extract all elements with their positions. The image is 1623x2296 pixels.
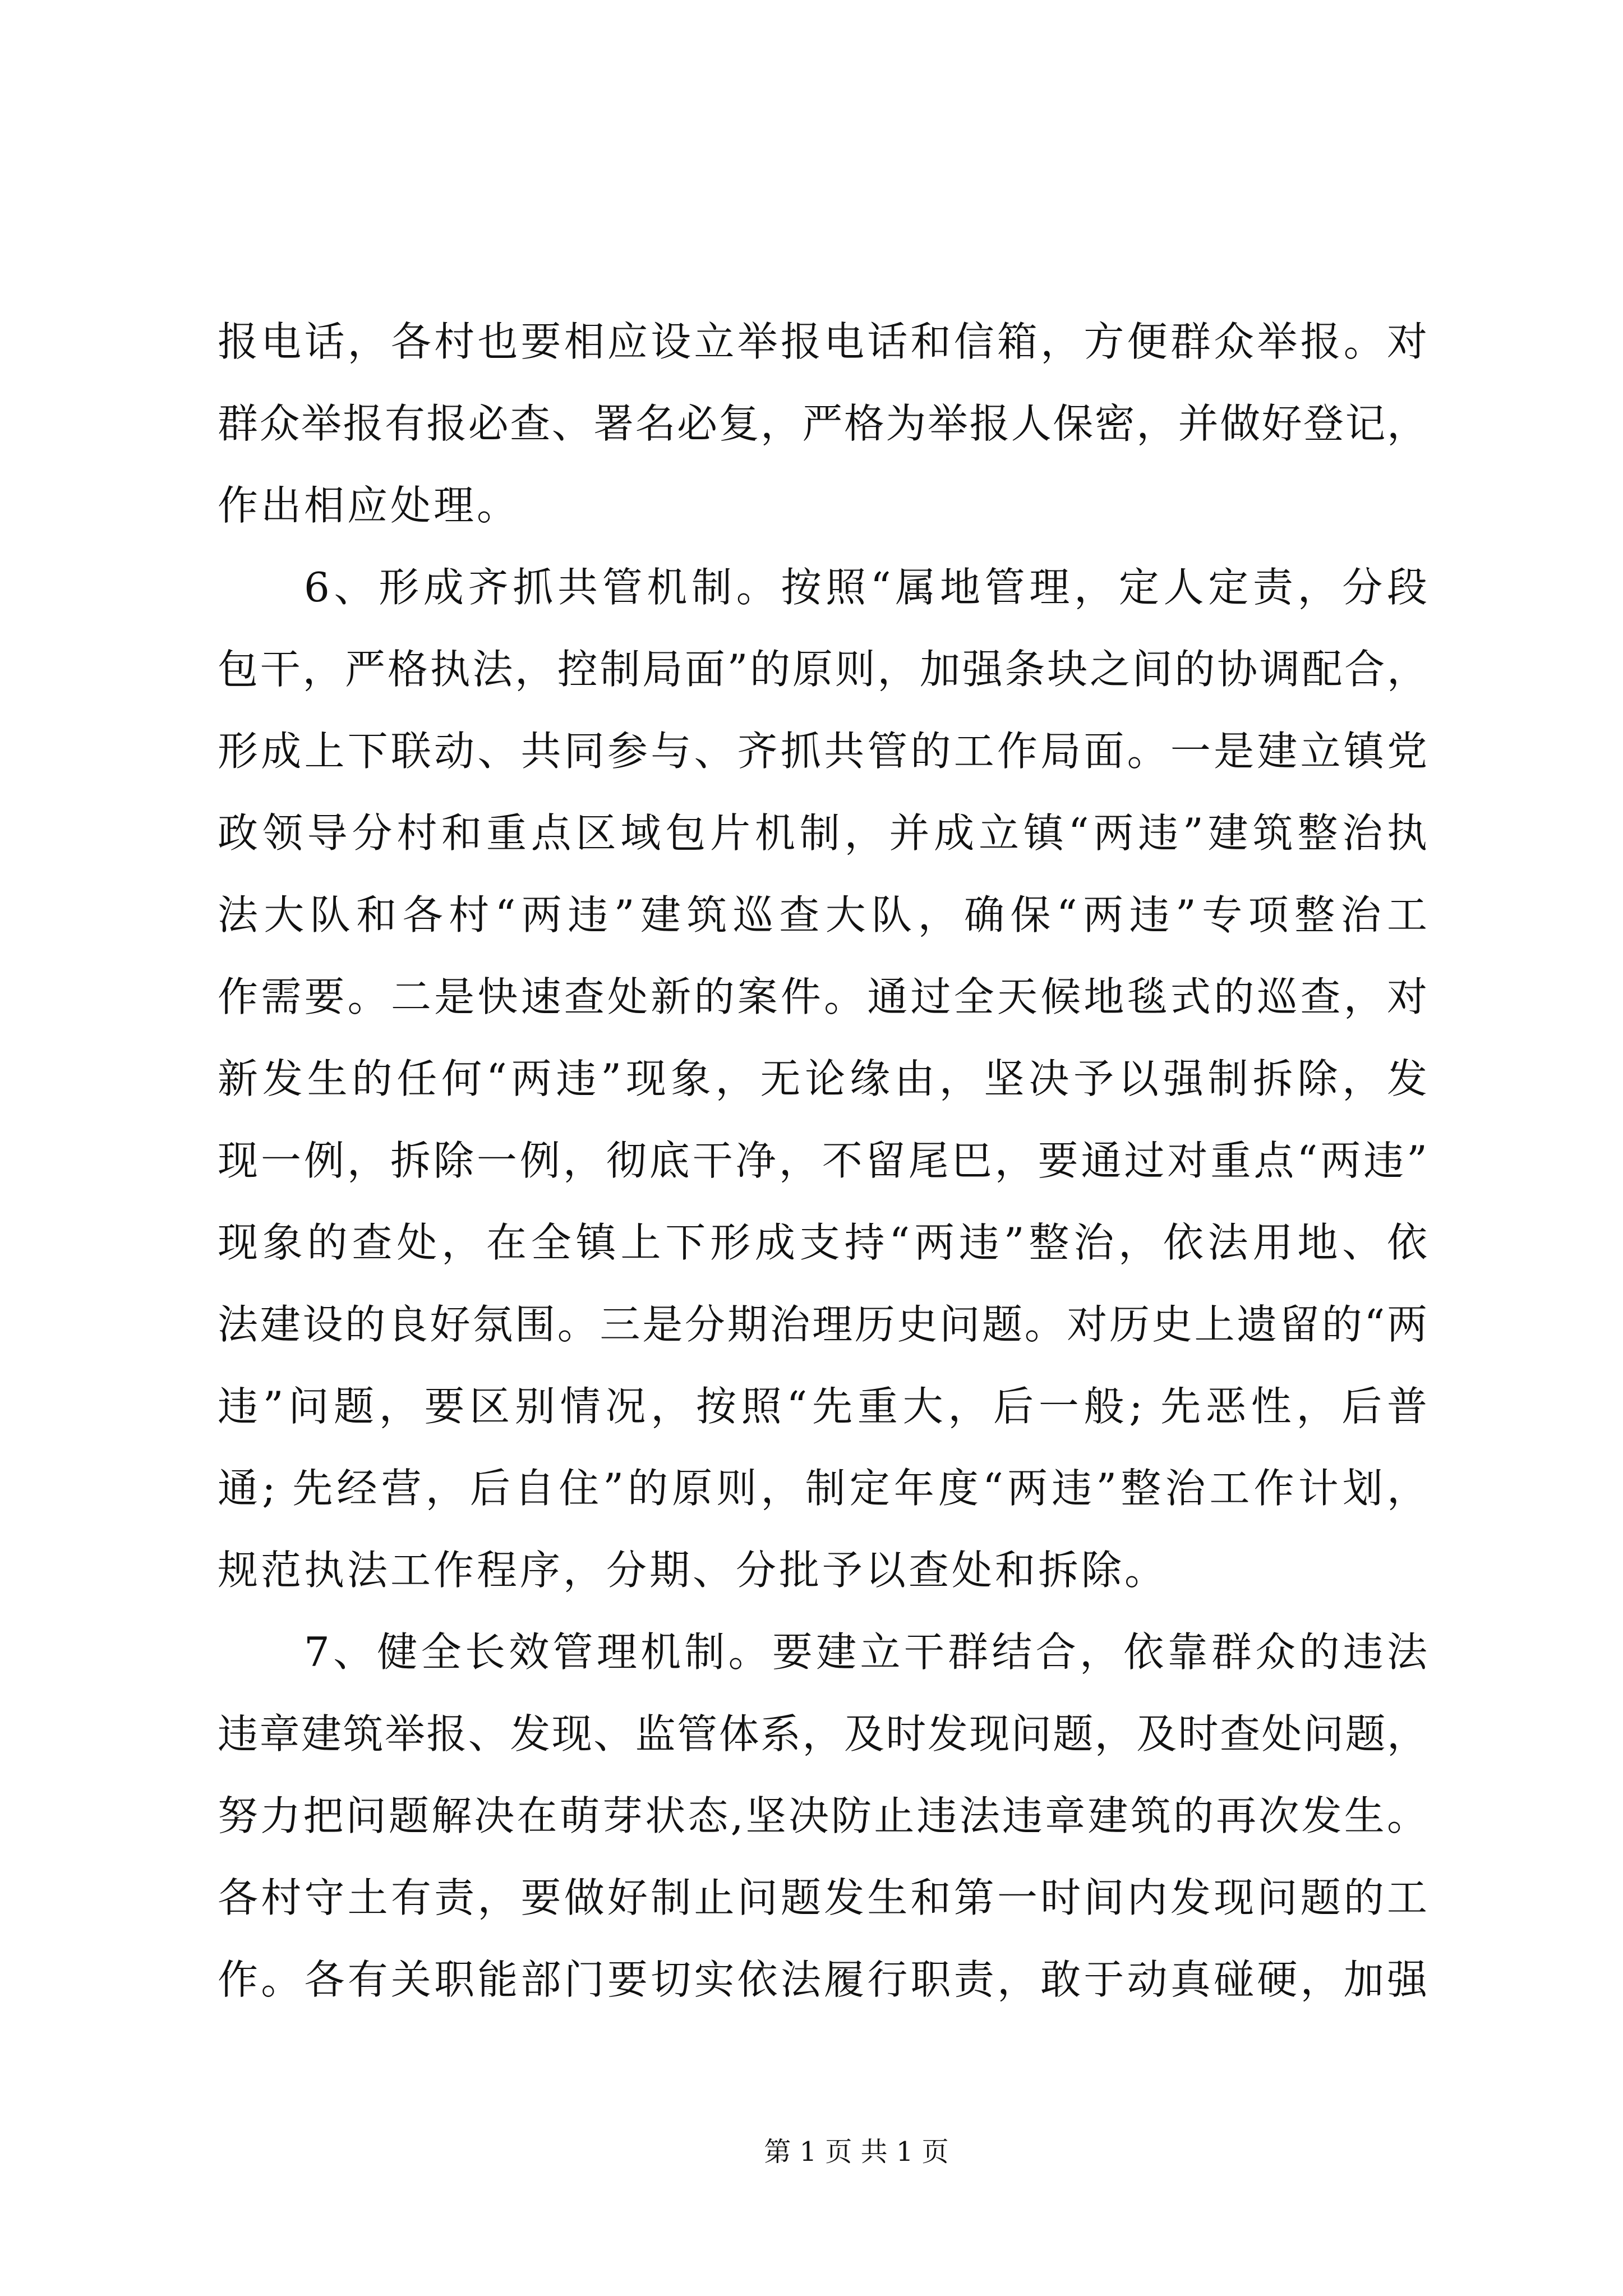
text-line: 新发生的任何“两违”现象，无论缘由，坚决予以强制拆除，发 — [218, 1055, 1427, 1102]
text-line: 包干，严格执法，控制局面”的原则，加强条块之间的协调配合， — [218, 646, 1427, 693]
text-line: 各村守土有责，要做好制止问题发生和第一时间内发现问题的工 — [218, 1874, 1427, 1921]
text-line: 政领导分村和重点区域包片机制，并成立镇“两违”建筑整治执 — [218, 809, 1427, 857]
text-line: 作需要。二是快速查处新的案件。通过全天候地毯式的巡查，对 — [218, 973, 1427, 1020]
text-line: 群众举报有报必查、署名必复，严格为举报人保密，并做好登记， — [218, 400, 1427, 447]
text-line: 报电话，各村也要相应设立举报电话和信箱，方便群众举报。对 — [218, 318, 1427, 365]
text-line: 现象的查处，在全镇上下形成支持“两违”整治，依法用地、依 — [218, 1219, 1427, 1266]
text-line: 6、形成齐抓共管机制。按照“属地管理，定人定责，分段 — [304, 564, 1427, 611]
text-line: 7、健全长效管理机制。要建立干群结合，依靠群众的违法 — [304, 1628, 1427, 1676]
text-line: 违章建筑举报、发现、监管体系，及时发现问题，及时查处问题， — [218, 1710, 1427, 1757]
text-line: 现一例，拆除一例，彻底干净，不留尾巴，要通过对重点“两违” — [218, 1137, 1427, 1184]
paragraph-item-6 — [218, 546, 1427, 1611]
paragraph-item-7 — [218, 1611, 1427, 2021]
text-line: 违”问题，要区别情况，按照“先重大，后一般; 先恶性，后普 — [218, 1383, 1427, 1430]
text-line: 通; 先经营，后自住”的原则，制定年度“两违”整治工作计划， — [218, 1465, 1427, 1512]
paragraph-continued — [218, 301, 1427, 546]
text-line: 法建设的良好氛围。三是分期治理历史问题。对历史上遗留的“两 — [218, 1301, 1427, 1348]
text-line: 规范执法工作程序，分期、分批予以查处和拆除。 — [218, 1547, 1168, 1594]
text-line: 形成上下联动、共同参与、齐抓共管的工作局面。一是建立镇党 — [218, 728, 1427, 775]
document-body — [218, 301, 1427, 2021]
text-line: 作。各有关职能部门要切实依法履行职责，敢于动真碰硬，加强 — [218, 1956, 1427, 2003]
text-line: 作出相应处理。 — [218, 482, 520, 529]
text-line: 法大队和各村“两违”建筑巡查大队，确保“两违”专项整治工 — [218, 891, 1427, 938]
page-footer: 第 1 页 共 1 页 — [764, 2136, 949, 2168]
text-line: 努力把问题解决在萌芽状态,坚决防止违法违章建筑的再次发生。 — [218, 1792, 1427, 1839]
